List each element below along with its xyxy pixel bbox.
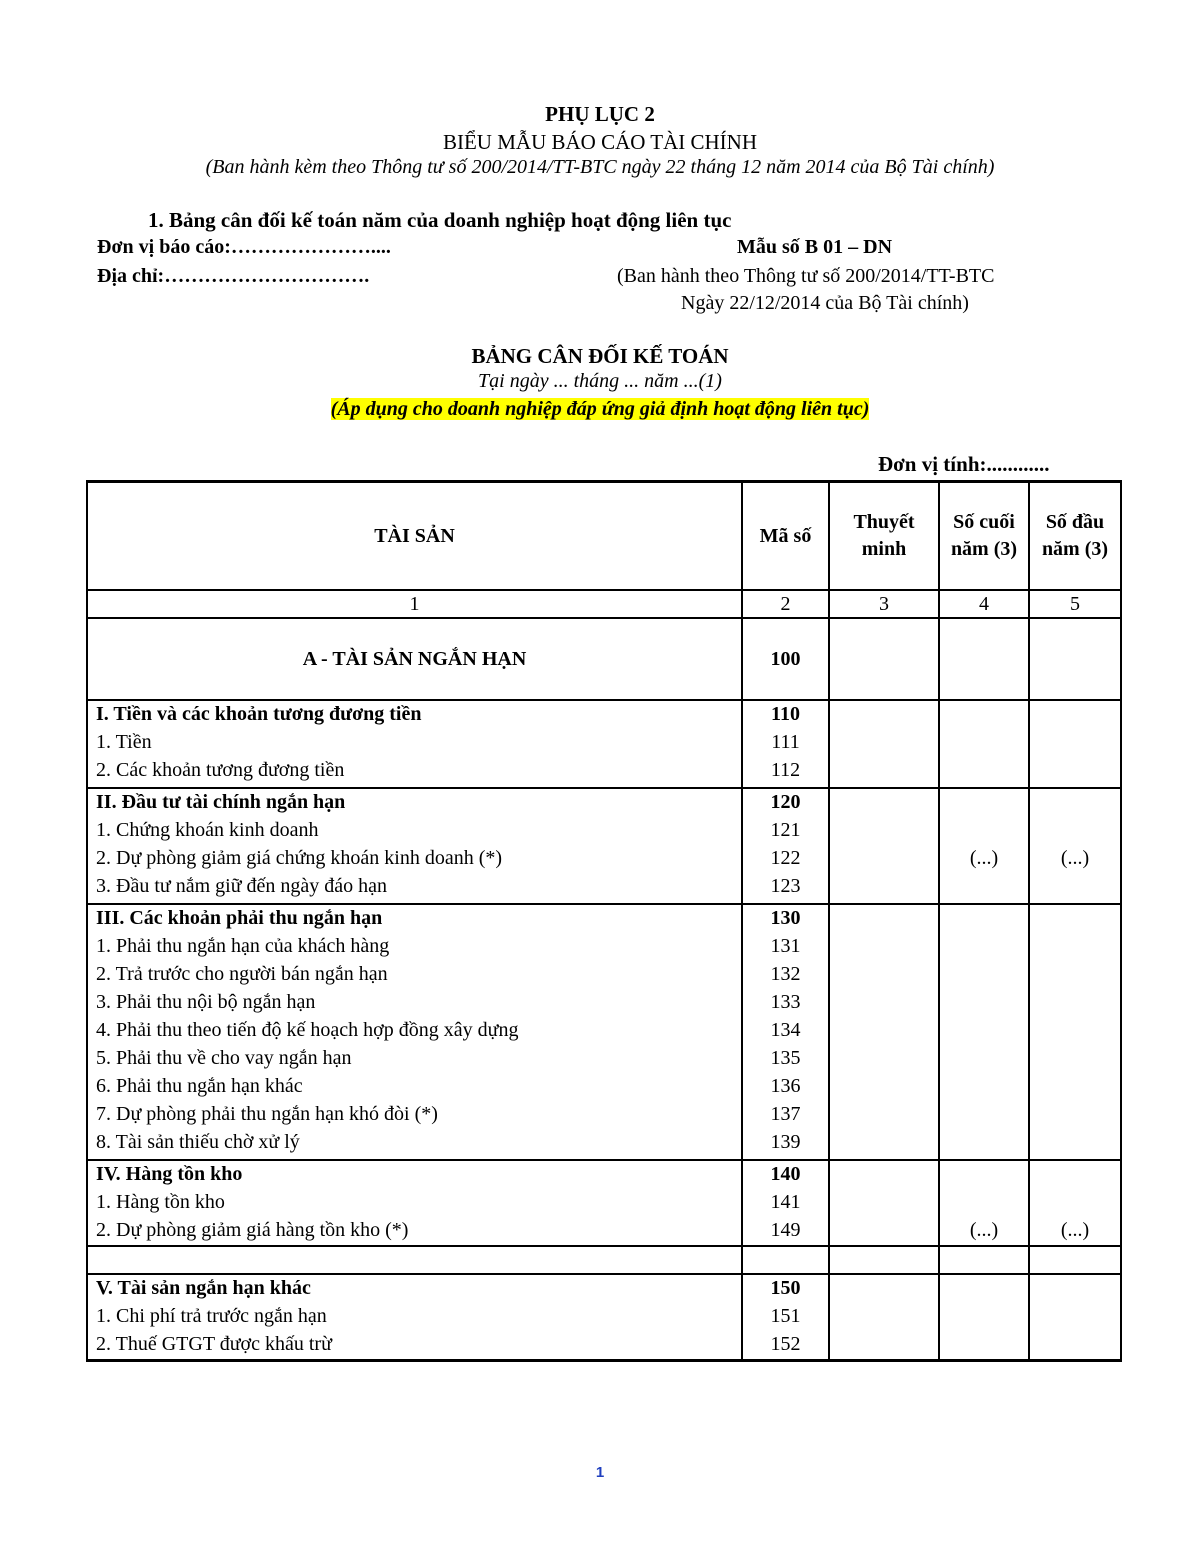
row-note <box>829 904 939 933</box>
table-row <box>87 1073 1121 1101</box>
row-label: 6. Phải thu ngắn hạn khác <box>87 1073 742 1101</box>
row-label: 8. Tài sản thiếu chờ xử lý <box>87 1129 742 1160</box>
row-label: II. Đầu tư tài chính ngắn hạn <box>87 788 742 817</box>
row-note <box>829 845 939 873</box>
row-year-start <box>1029 933 1121 961</box>
row-note <box>829 757 939 788</box>
table-row <box>87 1160 1121 1189</box>
row-label: 1. Phải thu ngắn hạn của khách hàng <box>87 933 742 961</box>
row-year-end <box>939 1045 1029 1073</box>
row-code: 140 <box>742 1160 829 1189</box>
row-label: A - TÀI SẢN NGẮN HẠN <box>87 618 742 700</box>
row-year-start <box>1029 1274 1121 1303</box>
row-year-end <box>939 989 1029 1017</box>
row-label: III. Các khoản phải thu ngắn hạn <box>87 904 742 933</box>
row-note <box>829 933 939 961</box>
column-number: 3 <box>829 590 939 618</box>
table-row <box>87 788 1121 817</box>
row-label: 1. Hàng tồn kho <box>87 1189 742 1217</box>
form-set-title: BIỂU MẪU BÁO CÁO TÀI CHÍNH <box>442 130 758 154</box>
row-code: 150 <box>742 1274 829 1303</box>
row-note <box>829 1045 939 1073</box>
row-year-start <box>1029 1189 1121 1217</box>
blank-cell <box>829 1246 939 1274</box>
table-row <box>87 1303 1121 1331</box>
row-note <box>829 1160 939 1189</box>
header-assets: TÀI SẢN <box>87 482 742 591</box>
row-note <box>829 1189 939 1217</box>
issued-note-line2: Ngày 22/12/2014 của Bộ Tài chính) <box>681 292 969 314</box>
row-label: 4. Phải thu theo tiến độ kế hoạch hợp đồng xây dựng <box>87 1017 742 1045</box>
row-note <box>829 1331 939 1361</box>
row-note <box>829 873 939 904</box>
row-code: 135 <box>742 1045 829 1073</box>
header-note: Thuyết minh <box>829 482 939 591</box>
row-year-start <box>1029 1073 1121 1101</box>
row-code: 137 <box>742 1101 829 1129</box>
currency-unit: Đơn vị tính:............ <box>878 452 1050 476</box>
appendix-title: PHỤ LỤC 2 <box>545 102 655 126</box>
blank-cell <box>742 1246 829 1274</box>
row-note <box>829 1129 939 1160</box>
row-year-start <box>1029 729 1121 757</box>
row-note <box>829 1274 939 1303</box>
row-year-end <box>939 1189 1029 1217</box>
row-label: 2. Dự phòng giảm giá hàng tồn kho (*) <box>87 1217 742 1246</box>
row-label: 2. Dự phòng giảm giá chứng khoán kinh doanh (*) <box>87 845 742 873</box>
row-note <box>829 817 939 845</box>
table-row <box>87 1045 1121 1073</box>
table-row <box>87 873 1121 904</box>
table-row <box>87 933 1121 961</box>
row-year-start <box>1029 788 1121 817</box>
row-code: 111 <box>742 729 829 757</box>
row-note <box>829 1303 939 1331</box>
balance-sheet-table <box>86 480 1122 1362</box>
row-code: 136 <box>742 1073 829 1101</box>
row-year-end <box>939 933 1029 961</box>
row-code: 100 <box>742 618 829 700</box>
table-row <box>87 729 1121 757</box>
blank-cell <box>939 1246 1029 1274</box>
row-label: 3. Đầu tư nắm giữ đến ngày đáo hạn <box>87 873 742 904</box>
reporting-unit-label: Đơn vị báo cáo:………………….... <box>97 236 391 258</box>
row-label: 2. Thuế GTGT được khấu trừ <box>87 1331 742 1361</box>
row-year-start <box>1029 873 1121 904</box>
page-number: 1 <box>595 1464 605 1481</box>
table-row <box>87 1189 1121 1217</box>
table-row <box>87 845 1121 873</box>
row-note <box>829 1017 939 1045</box>
row-year-end: (...) <box>939 845 1029 873</box>
row-label: 3. Phải thu nội bộ ngắn hạn <box>87 989 742 1017</box>
circular-reference: (Ban hành kèm theo Thông tư số 200/2014/TT-BTC ngày 22 tháng 12 năm 2014 của Bộ Tài chính) <box>205 156 995 178</box>
row-year-start: (...) <box>1029 1217 1121 1246</box>
row-year-start <box>1029 1017 1121 1045</box>
row-year-end <box>939 1101 1029 1129</box>
row-label: 1. Chứng khoán kinh doanh <box>87 817 742 845</box>
row-year-end <box>939 1274 1029 1303</box>
balance-sheet-title: BẢNG CÂN ĐỐI KẾ TOÁN <box>471 344 729 368</box>
blank-cell <box>87 1246 742 1274</box>
row-year-start <box>1029 1101 1121 1129</box>
row-label: 5. Phải thu về cho vay ngắn hạn <box>87 1045 742 1073</box>
row-code: 149 <box>742 1217 829 1246</box>
column-number: 5 <box>1029 590 1121 618</box>
column-number: 1 <box>87 590 742 618</box>
table-row <box>87 1331 1121 1361</box>
blank-row <box>87 1246 1121 1274</box>
column-number: 2 <box>742 590 829 618</box>
row-label: 2. Các khoản tương đương tiền <box>87 757 742 788</box>
row-label: IV. Hàng tồn kho <box>87 1160 742 1189</box>
row-year-start <box>1029 1129 1121 1160</box>
balance-sheet-date: Tại ngày ... tháng ... năm ...(1) <box>478 370 722 392</box>
row-code: 122 <box>742 845 829 873</box>
row-code: 139 <box>742 1129 829 1160</box>
table-row <box>87 961 1121 989</box>
row-year-end <box>939 788 1029 817</box>
row-label: I. Tiền và các khoản tương đương tiền <box>87 700 742 729</box>
table-row <box>87 1274 1121 1303</box>
row-year-end <box>939 700 1029 729</box>
row-year-end <box>939 1073 1029 1101</box>
row-code: 123 <box>742 873 829 904</box>
row-year-start <box>1029 1303 1121 1331</box>
row-year-start <box>1029 961 1121 989</box>
row-year-end <box>939 1303 1029 1331</box>
address-label: Địa chỉ:…………………………. <box>97 265 370 287</box>
blank-cell <box>1029 1246 1121 1274</box>
row-year-end: (...) <box>939 1217 1029 1246</box>
header-year-end: Số cuối năm (3) <box>939 482 1029 591</box>
row-code: 151 <box>742 1303 829 1331</box>
row-code: 133 <box>742 989 829 1017</box>
row-note <box>829 729 939 757</box>
row-label: 1. Tiền <box>87 729 742 757</box>
row-code: 121 <box>742 817 829 845</box>
issued-note-line1: (Ban hành theo Thông tư số 200/2014/TT-BTC <box>617 265 995 287</box>
row-year-end <box>939 1017 1029 1045</box>
table-row <box>87 618 1121 700</box>
row-note <box>829 1101 939 1129</box>
row-note <box>829 700 939 729</box>
row-code: 120 <box>742 788 829 817</box>
table-row <box>87 757 1121 788</box>
row-code: 132 <box>742 961 829 989</box>
row-note <box>829 788 939 817</box>
table-row <box>87 1017 1121 1045</box>
row-year-start <box>1029 700 1121 729</box>
row-year-end <box>939 817 1029 845</box>
row-note <box>829 961 939 989</box>
row-year-start <box>1029 989 1121 1017</box>
table-row <box>87 817 1121 845</box>
row-year-start <box>1029 817 1121 845</box>
row-note <box>829 1217 939 1246</box>
row-code: 112 <box>742 757 829 788</box>
table-row <box>87 989 1121 1017</box>
row-year-end <box>939 757 1029 788</box>
row-code: 131 <box>742 933 829 961</box>
row-year-start <box>1029 904 1121 933</box>
row-year-end <box>939 873 1029 904</box>
section-heading: 1. Bảng cân đối kế toán năm của doanh nghiệp hoạt động liên tục <box>148 208 732 232</box>
row-year-end <box>939 729 1029 757</box>
table-row <box>87 1217 1121 1246</box>
applicability-note: (Áp dụng cho doanh nghiệp đáp ứng giả định hoạt động liên tục) <box>330 398 870 420</box>
row-label: 7. Dự phòng phải thu ngắn hạn khó đòi (*) <box>87 1101 742 1129</box>
row-year-start <box>1029 1331 1121 1361</box>
row-code: 152 <box>742 1331 829 1361</box>
table-row <box>87 904 1121 933</box>
row-code: 110 <box>742 700 829 729</box>
row-label: 2. Trả trước cho người bán ngắn hạn <box>87 961 742 989</box>
row-year-start <box>1029 1045 1121 1073</box>
row-year-end <box>939 961 1029 989</box>
row-year-start <box>1029 757 1121 788</box>
row-year-start <box>1029 618 1121 700</box>
row-code: 130 <box>742 904 829 933</box>
row-year-end <box>939 904 1029 933</box>
row-year-end <box>939 1129 1029 1160</box>
row-code: 141 <box>742 1189 829 1217</box>
row-label: V. Tài sản ngắn hạn khác <box>87 1274 742 1303</box>
header-year-start: Số đầu năm (3) <box>1029 482 1121 591</box>
column-number: 4 <box>939 590 1029 618</box>
row-year-start: (...) <box>1029 845 1121 873</box>
table-row <box>87 1129 1121 1160</box>
row-year-end <box>939 1160 1029 1189</box>
row-year-start <box>1029 1160 1121 1189</box>
table-row <box>87 1101 1121 1129</box>
row-note <box>829 989 939 1017</box>
row-note <box>829 1073 939 1101</box>
row-year-end <box>939 1331 1029 1361</box>
form-number: Mẫu số B 01 – DN <box>737 236 893 258</box>
table-row <box>87 700 1121 729</box>
row-code: 134 <box>742 1017 829 1045</box>
row-note <box>829 618 939 700</box>
row-year-end <box>939 618 1029 700</box>
row-label: 1. Chi phí trả trước ngắn hạn <box>87 1303 742 1331</box>
header-code: Mã số <box>742 482 829 591</box>
